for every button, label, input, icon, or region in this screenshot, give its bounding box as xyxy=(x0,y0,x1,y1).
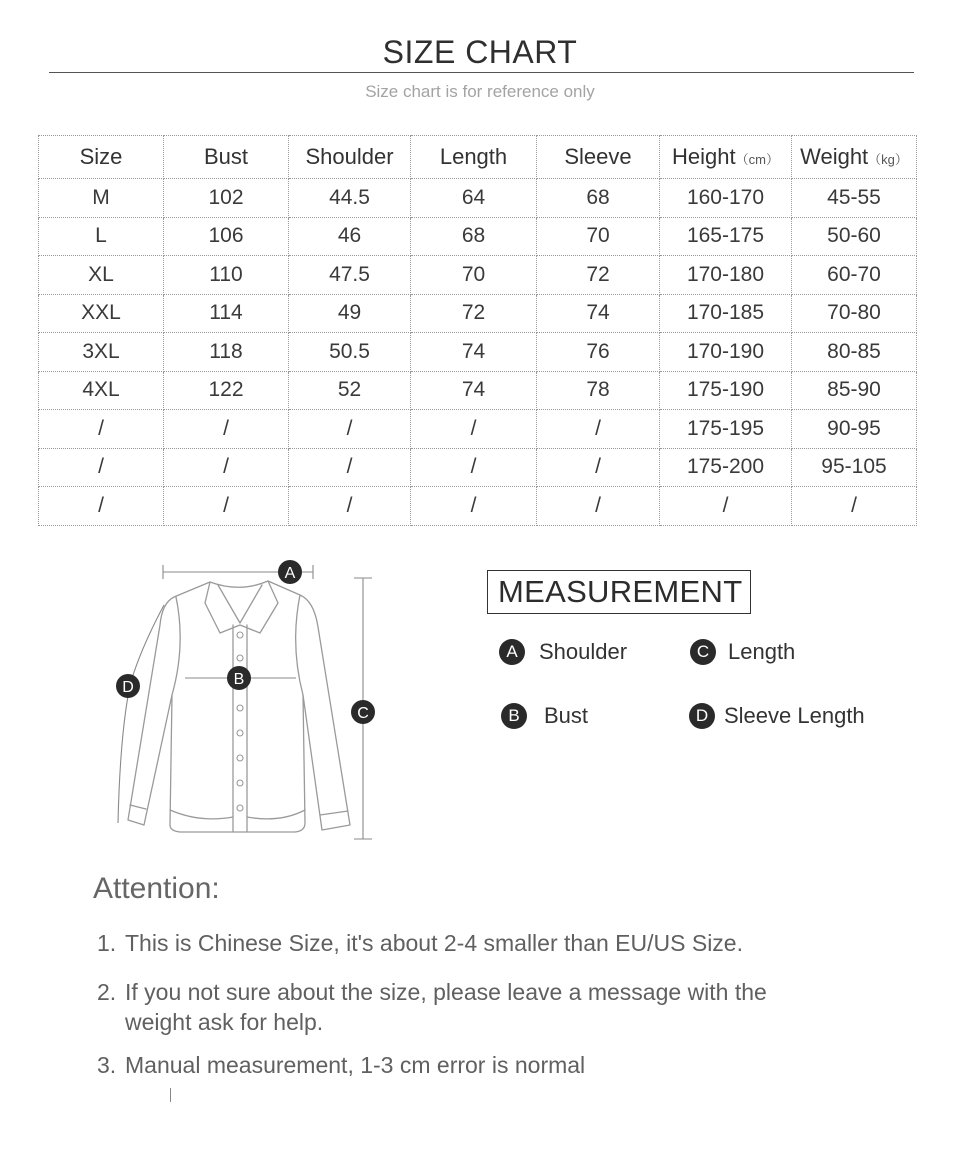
header-size: Size xyxy=(39,136,164,179)
table-row xyxy=(39,333,917,372)
cell-height: 170-185 xyxy=(660,294,792,333)
cell-shoulder: 52 xyxy=(289,371,411,410)
legend-badge-b: B xyxy=(501,703,527,729)
text-cursor-mark xyxy=(170,1088,171,1102)
cell-shoulder: 50.5 xyxy=(289,333,411,372)
unit-cm: （cm） xyxy=(735,152,779,167)
shirt-collar xyxy=(205,581,278,633)
cell-weight: 80-85 xyxy=(792,333,917,372)
cell-sleeve: / xyxy=(537,487,660,526)
page-title: SIZE CHART xyxy=(382,34,578,70)
cell-length: 72 xyxy=(411,294,537,333)
cell-height: / xyxy=(660,487,792,526)
legend-label-shoulder: Shoulder xyxy=(539,639,628,664)
legend-badge-a: A xyxy=(499,639,525,665)
cell-shoulder: 47.5 xyxy=(289,256,411,295)
cell-length: 64 xyxy=(411,179,537,218)
cell-height: 175-195 xyxy=(660,410,792,449)
legend-label-sleeve-length: Sleeve Length xyxy=(724,703,865,728)
cell-height: 170-190 xyxy=(660,333,792,372)
legend-label-bust: Bust xyxy=(544,703,589,728)
cell-size: M xyxy=(39,179,164,218)
measurement-title: MEASUREMENT xyxy=(487,570,751,614)
table-header-row xyxy=(39,136,917,179)
cell-height: 170-180 xyxy=(660,256,792,295)
cell-sleeve: 74 xyxy=(537,294,660,333)
cell-sleeve: / xyxy=(537,410,660,449)
cell-height: 175-190 xyxy=(660,371,792,410)
attention-note-1: 1. This is Chinese Size, it's about 2-4 smaller than EU/US Size. xyxy=(97,930,743,956)
cell-length: / xyxy=(411,448,537,487)
cell-bust: / xyxy=(164,448,289,487)
cell-bust: 122 xyxy=(164,371,289,410)
table-row xyxy=(39,410,917,449)
table-row xyxy=(39,448,917,487)
marker-b xyxy=(227,666,251,690)
legend-length xyxy=(690,639,795,665)
legend-shoulder xyxy=(499,639,627,665)
table-row xyxy=(39,179,917,218)
cell-length: 70 xyxy=(411,256,537,295)
cell-weight: 90-95 xyxy=(792,410,917,449)
legend-badge-d: D xyxy=(689,703,715,729)
legend-badge-c: C xyxy=(690,639,716,665)
header-bust: Bust xyxy=(164,136,289,179)
table-row xyxy=(39,256,917,295)
cell-sleeve: 68 xyxy=(537,179,660,218)
cell-sleeve: 70 xyxy=(537,217,660,256)
cell-height: 175-200 xyxy=(660,448,792,487)
table-row xyxy=(39,217,917,256)
marker-d xyxy=(116,674,140,698)
table-row xyxy=(39,294,917,333)
cell-shoulder: 49 xyxy=(289,294,411,333)
cell-shoulder: 44.5 xyxy=(289,179,411,218)
cell-size: L xyxy=(39,217,164,256)
legend-sleeve-length xyxy=(689,703,865,729)
attention-note-3: 3. Manual measurement, 1-3 cm error is normal xyxy=(97,1052,586,1078)
cell-bust: 102 xyxy=(164,179,289,218)
cell-weight: 85-90 xyxy=(792,371,917,410)
header-sleeve: Sleeve xyxy=(537,136,660,179)
cell-length: 74 xyxy=(411,333,537,372)
cell-shoulder: / xyxy=(289,487,411,526)
cell-size: XXL xyxy=(39,294,164,333)
table-row xyxy=(39,371,917,410)
cell-weight: 45-55 xyxy=(792,179,917,218)
cell-size: / xyxy=(39,487,164,526)
cell-height: 165-175 xyxy=(660,217,792,256)
header-height: Height（cm） xyxy=(660,136,792,179)
cell-weight: / xyxy=(792,487,917,526)
cell-size: / xyxy=(39,448,164,487)
svg-text:A: A xyxy=(284,565,296,582)
marker-a xyxy=(278,560,302,584)
cell-length: 68 xyxy=(411,217,537,256)
cell-sleeve: / xyxy=(537,448,660,487)
legend-bust xyxy=(501,703,588,729)
svg-text:D: D xyxy=(122,679,134,696)
cell-bust: 106 xyxy=(164,217,289,256)
size-table xyxy=(38,135,917,526)
attention-note-2: 2. If you not sure about the size, please leave a message with the weight ask for help. xyxy=(97,979,767,1035)
attention-title: Attention: xyxy=(93,872,220,905)
cell-size: XL xyxy=(39,256,164,295)
legend-label-length: Length xyxy=(728,639,796,664)
cell-bust: / xyxy=(164,487,289,526)
marker-c xyxy=(351,700,375,724)
cell-sleeve: 72 xyxy=(537,256,660,295)
cell-size: / xyxy=(39,410,164,449)
cell-size: 4XL xyxy=(39,371,164,410)
cell-weight: 50-60 xyxy=(792,217,917,256)
unit-kg: （kg） xyxy=(868,152,908,167)
cell-shoulder: / xyxy=(289,410,411,449)
header-length: Length xyxy=(411,136,537,179)
cell-weight: 60-70 xyxy=(792,256,917,295)
sleeve-line xyxy=(118,605,164,823)
svg-text:C: C xyxy=(357,705,369,722)
cell-length: / xyxy=(411,410,537,449)
cell-bust: 114 xyxy=(164,294,289,333)
cell-sleeve: 76 xyxy=(537,333,660,372)
title-divider xyxy=(49,72,914,73)
cell-size: 3XL xyxy=(39,333,164,372)
svg-text:B: B xyxy=(233,671,245,688)
cell-bust: / xyxy=(164,410,289,449)
cell-weight: 70-80 xyxy=(792,294,917,333)
cell-bust: 110 xyxy=(164,256,289,295)
cell-weight: 95-105 xyxy=(792,448,917,487)
shirt-buttons xyxy=(237,632,243,811)
cell-shoulder: / xyxy=(289,448,411,487)
cell-sleeve: 78 xyxy=(537,371,660,410)
cell-length: 74 xyxy=(411,371,537,410)
header-weight: Weight（kg） xyxy=(792,136,917,179)
cell-height: 160-170 xyxy=(660,179,792,218)
cell-bust: 118 xyxy=(164,333,289,372)
cell-length: / xyxy=(411,487,537,526)
cell-shoulder: 46 xyxy=(289,217,411,256)
page-subtitle: Size chart is for reference only xyxy=(365,82,595,101)
header-shoulder: Shoulder xyxy=(289,136,411,179)
shirt-diagram xyxy=(100,555,400,855)
table-row xyxy=(39,487,917,526)
